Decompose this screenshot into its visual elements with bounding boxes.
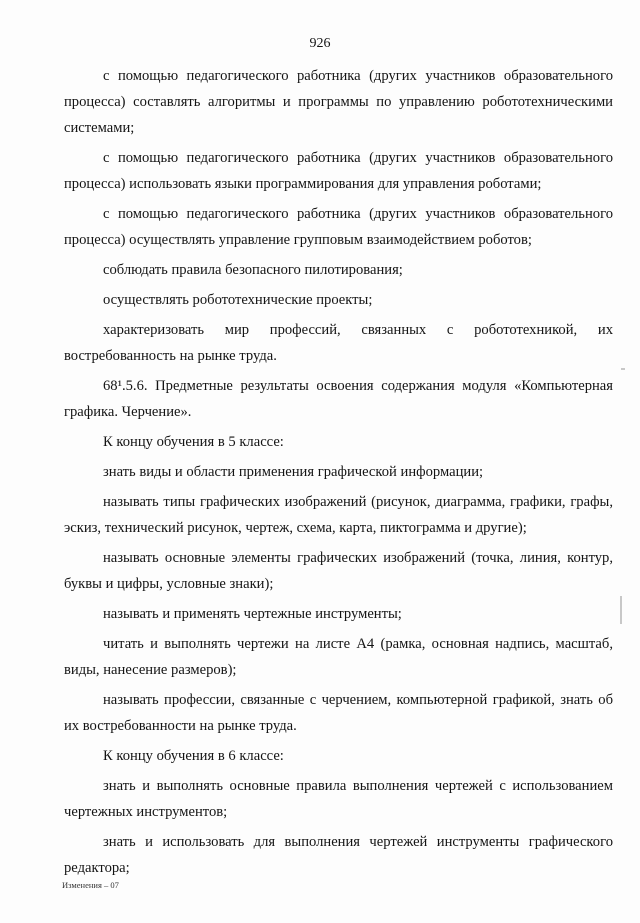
document-body <box>64 63 613 885</box>
paragraph: осуществлять робототехнические проекты; <box>103 292 373 308</box>
scan-artifact <box>621 368 625 370</box>
paragraph: соблюдать правила безопасного пилотирования; <box>103 262 403 278</box>
paragraph: с помощью педагогического работника (других участников образовательного процесса) составлять алгоритмы и программы по управлению робототехническими системами; <box>64 68 613 136</box>
paragraph: знать виды и области применения графической информации; <box>103 464 484 480</box>
paragraph: называть типы графических изображений (рисунок, диаграмма, графики, графы, эскиз, технический рисунок, чертеж, схема, карта, пиктограмма и другие); <box>64 494 613 536</box>
page-number: 926 <box>309 36 331 51</box>
paragraph: характеризовать мир профессий, связанных с робототехникой, их востребованность на рынке труда. <box>64 322 613 364</box>
grade-heading: К концу обучения в 6 классе: <box>103 748 284 764</box>
paragraph: с помощью педагогического работника (других участников образовательного процесса) использовать языки программирования для управления роботами; <box>64 150 613 192</box>
paragraph: называть основные элементы графических изображений (точка, линия, контур, буквы и цифры, условные знаки); <box>64 550 613 592</box>
paragraph: с помощью педагогического работника (других участников образовательного процесса) осуществлять управление групповым взаимодействием роботов; <box>64 206 613 248</box>
paragraph: знать и использовать для выполнения чертежей инструменты графического редактора; <box>64 834 613 876</box>
paragraph: называть профессии, связанные с черчением, компьютерной графикой, знать об их востребованности на рынке труда. <box>64 692 613 734</box>
paragraph: знать и выполнять основные правила выполнения чертежей с использованием чертежных инструментов; <box>64 778 613 820</box>
grade-heading: К концу обучения в 5 классе: <box>103 434 284 450</box>
footer-revision: Изменения – 07 <box>62 880 119 890</box>
paragraph: читать и выполнять чертежи на листе А4 (рамка, основная надпись, масштаб, виды, нанесение размеров); <box>64 636 613 678</box>
scan-artifact <box>620 596 622 624</box>
section-heading: 68¹.5.6. Предметные результаты освоения содержания модуля «Компьютерная графика. Черчение». <box>64 378 613 420</box>
paragraph: называть и применять чертежные инструменты; <box>103 606 402 622</box>
